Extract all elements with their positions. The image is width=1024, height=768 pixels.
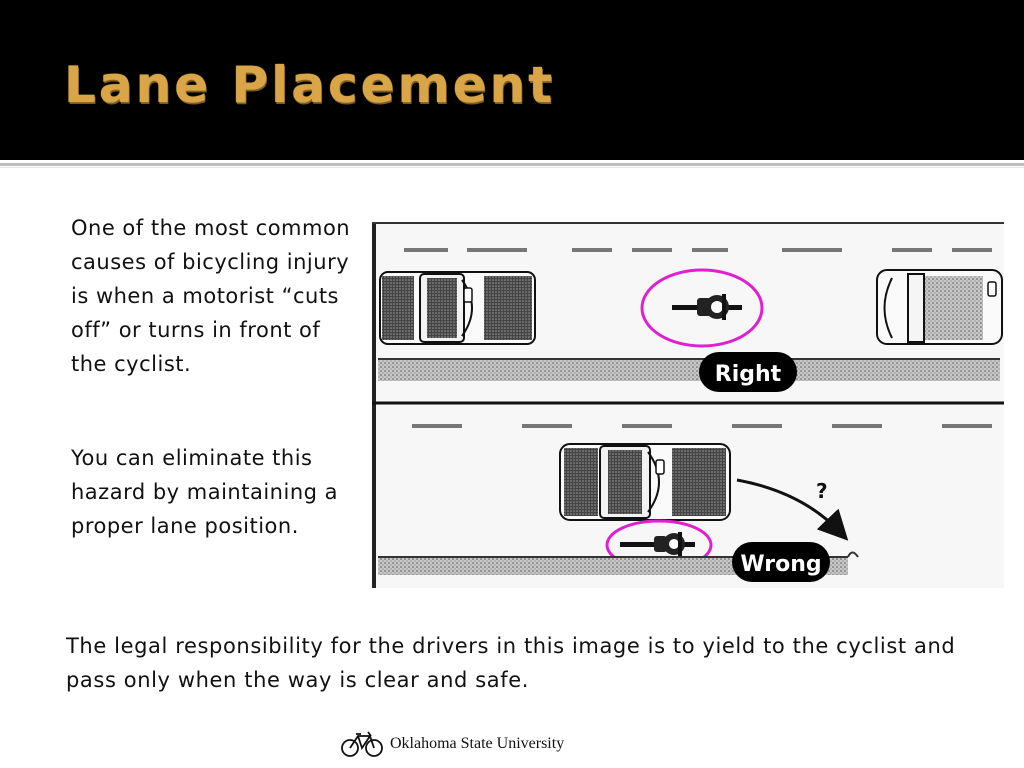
divider-thin	[0, 167, 1024, 168]
paragraph-solution: You can eliminate this hazard by maintaining a proper lane position.	[71, 446, 339, 538]
car-right-top	[877, 270, 1002, 344]
legal-responsibility-text: The legal responsibility for the drivers in this image is to yield to the cyclist and pass only when the way is clear and safe.	[66, 634, 956, 692]
lane-placement-diagram	[372, 222, 1004, 588]
title-bar	[0, 0, 1024, 160]
question-mark: ?	[816, 479, 828, 503]
footer-text: Oklahoma State University	[390, 735, 565, 752]
wrong-label: Wrong	[740, 552, 822, 577]
paragraph-cause: One of the most common causes of bicycling injury is when a motorist “cuts off” or turns in front of the cyclist.	[71, 216, 351, 376]
car-left-top	[380, 272, 535, 344]
turning-car	[560, 444, 730, 520]
footer	[340, 726, 564, 762]
slide-title: Lane Placement	[64, 56, 556, 114]
right-label: Right	[714, 362, 782, 387]
bicycle-icon	[340, 730, 384, 758]
divider	[0, 163, 1024, 166]
